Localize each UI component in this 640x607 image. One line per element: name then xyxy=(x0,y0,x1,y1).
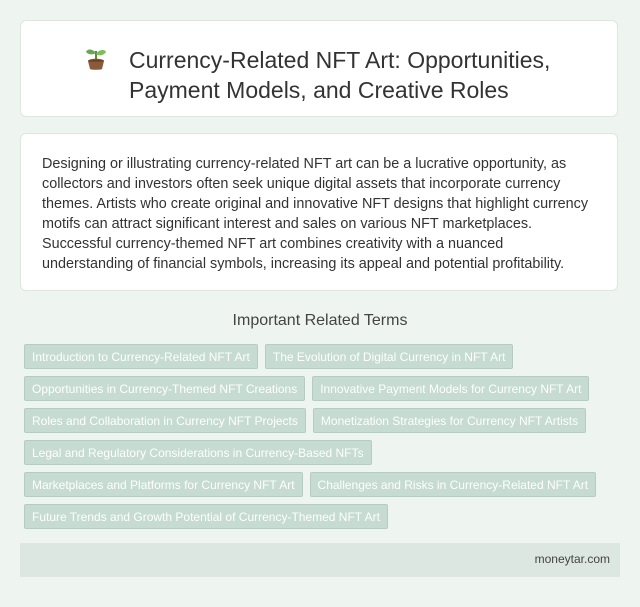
related-term-tag[interactable]: Marketplaces and Platforms for Currency NFT Art xyxy=(24,472,303,497)
intro-paragraph: Designing or illustrating currency-related NFT art can be a lucrative opportunity, as collectors and investors often seek unique digital assets that incorporate currency themes. Artists who create original and innovative NFT designs that highlight currency motifs can attract significant interest and sales on various NFT marketplaces. Successful currency-themed NFT art combines creativity with a nuanced understanding of financial symbols, increasing its appeal and potential profitability. xyxy=(42,156,589,272)
related-term-tag[interactable]: Introduction to Currency-Related NFT Art xyxy=(24,344,258,369)
related-term-tag[interactable]: Opportunities in Currency-Themed NFT Creations xyxy=(24,376,305,401)
title-card xyxy=(20,20,618,117)
intro-card xyxy=(20,133,618,291)
related-terms-heading: Important Related Terms xyxy=(232,312,408,329)
related-term-tag[interactable]: Innovative Payment Models for Currency NFT Art xyxy=(312,376,589,401)
page-title: Currency-Related NFT Art: Opportunities, Payment Models, and Creative Roles xyxy=(129,47,551,103)
related-term-tag[interactable]: The Evolution of Digital Currency in NFT Art xyxy=(265,344,514,369)
related-term-tag[interactable]: Legal and Regulatory Considerations in Currency-Based NFTs xyxy=(24,440,372,465)
related-term-tag[interactable]: Monetization Strategies for Currency NFT Artists xyxy=(313,408,586,433)
footer xyxy=(20,543,620,577)
related-term-tag[interactable]: Future Trends and Growth Potential of Currency-Themed NFT Art xyxy=(24,504,388,529)
related-term-tag[interactable]: Roles and Collaboration in Currency NFT Projects xyxy=(24,408,306,433)
related-term-tag[interactable]: Challenges and Risks in Currency-Related NFT Art xyxy=(310,472,597,497)
footer-site-link[interactable]: moneytar.com xyxy=(534,552,610,566)
seedling-icon xyxy=(83,45,109,71)
related-terms-list xyxy=(24,344,624,536)
